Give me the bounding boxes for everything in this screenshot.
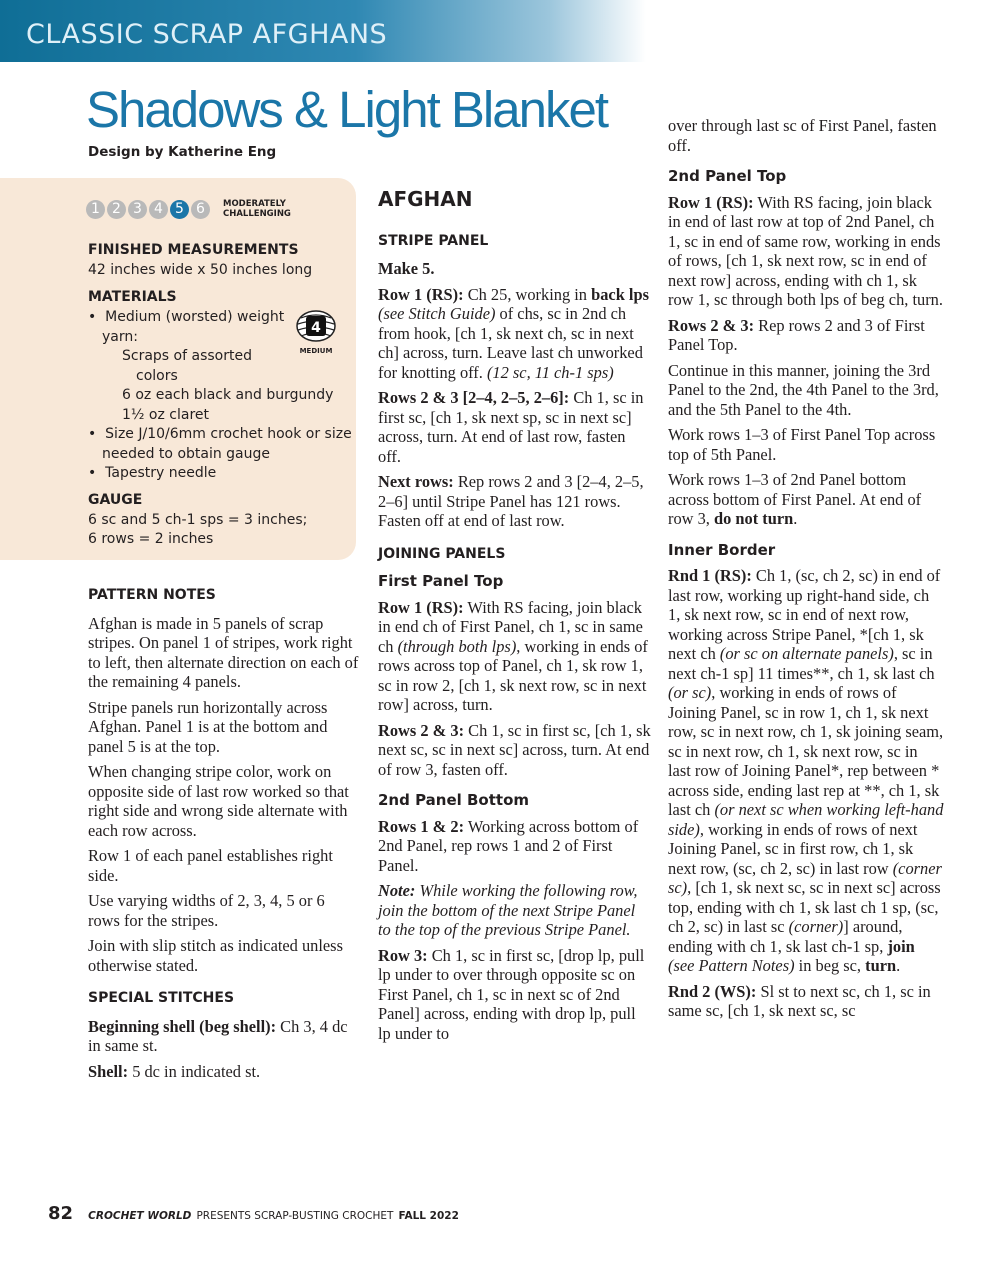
instruction-paragraph: Work rows 1–3 of First Panel Top across top of 5th Panel. (668, 425, 936, 464)
instruction-row: Rnd 2 (WS): Sl st to next sc, ch 1, sc in same sc, [ch 1, sk next sc, sc (668, 981, 931, 1020)
instruction-row: Rows 2 & 3: Ch 1, sc in first sc, [ch 1, sk next sc, sc in next sc] across, turn. At end of row 3, fasten off. (378, 720, 651, 779)
instruction-continued: over through last sc of First Panel, fasten off. (668, 116, 937, 155)
issue-date: FALL 2022 (398, 1210, 459, 1222)
skill-level-4: 4 (149, 200, 168, 219)
page-number: 82 (48, 1203, 74, 1224)
section-banner (0, 0, 646, 62)
material-line: colors (136, 367, 178, 384)
material-line: 1½ oz claret (122, 406, 210, 423)
instruction-row: Row 1 (RS): With RS facing, join black in end of last row at top of 2nd Panel, ch 1, sc in end of same row, working in ends of rows, [ch 1, sk next row, sc in end of next row] across, ending with ch 1, sk row 1, sc through both lps of beg ch, turn. (668, 192, 943, 309)
gauge-line: 6 rows = 2 inches (88, 531, 214, 547)
afghan-heading: AFGHAN (378, 187, 473, 211)
note-paragraph: Stripe panels run horizontally across Afghan. Panel 1 is at the bottom and panel 5 is at the top. (88, 697, 328, 756)
note-paragraph: Afghan is made in 5 panels of scrap stripes. On panel 1 of stripes, work right to left, then alternate direction on each of the remaining 4 panels. (88, 613, 359, 691)
designer-byline: Design by Katherine Eng (88, 144, 277, 160)
skill-label (223, 199, 291, 219)
material-line: Scraps of assorted (122, 348, 252, 364)
right-column (668, 116, 944, 1027)
skill-level-5-active: 5 (170, 200, 189, 219)
instruction-row: Next rows: Rep rows 2 and 3 [2–4, 2–5, 2–6] until Stripe Panel has 121 rows. Fasten off at end of last row. (378, 472, 644, 530)
skill-label-line-1: MODERATELY (223, 199, 286, 209)
instruction-paragraph: Continue in this manner, joining the 3rd Panel to the 2nd, the 4th Panel to the 3rd, and the 5th Panel to the 4th. (668, 360, 939, 419)
magazine-subtitle: PRESENTS SCRAP-BUSTING CROCHET (196, 1210, 394, 1222)
stitch-definition: Shell: 5 dc in indicated st. (88, 1061, 261, 1081)
first-panel-top-heading: First Panel Top (378, 572, 504, 590)
yarn-weight-label: MEDIUM (299, 347, 333, 355)
instruction-row: Rows 2 & 3 [2–4, 2–5, 2–6]: Ch 1, sc in first sc, [ch 1, sk next sp, sc in next sc] across, turn. At end of last row, fasten off. (378, 388, 644, 466)
material-line: yarn: (102, 328, 138, 345)
special-stitches-heading: SPECIAL STITCHES (88, 990, 235, 1006)
info-box (0, 178, 356, 560)
instruction-paragraph: Work rows 1–3 of 2nd Panel bottom across bottom of First Panel. At end of row 3, do not turn. (668, 470, 922, 528)
material-item: • Size J/10/6mm crochet hook or size (88, 426, 352, 442)
instruction-row: Row 1 (RS): With RS facing, join black in end ch of First Panel, ch 1, sc in same ch (through both lps), working in ends of rows across top of Panel, ch 1, sk row 1, sc in row 2, [ch 1, sk next row, sc in next row] across, turn. (378, 597, 648, 714)
gauge-line: 6 sc and 5 ch-1 sps = 3 inches; (88, 512, 308, 528)
skill-level-3: 3 (128, 200, 147, 219)
stitch-definition: Beginning shell (beg shell): Ch 3, 4 dc in same st. (88, 1016, 348, 1055)
skill-label-line-2: CHALLENGING (223, 209, 291, 219)
second-panel-bottom-heading: 2nd Panel Bottom (378, 791, 530, 809)
pattern-notes-column (88, 586, 360, 1087)
inner-border-heading: Inner Border (668, 540, 776, 559)
afghan-column (378, 187, 652, 1049)
skill-level-1: 1 (86, 200, 105, 219)
stripe-panel-heading: STRIPE PANEL (378, 232, 489, 249)
finished-heading: FINISHED MEASUREMENTS (88, 242, 299, 258)
instruction-row: Rows 1 & 2: Working across bottom of 2nd Panel, rep rows 1 and 2 of First Panel. (378, 816, 639, 875)
skill-level (86, 199, 291, 219)
note-paragraph: When changing stripe color, work on opposite side of last row worked so that right side and wrong side alternate with each row across. (88, 762, 349, 840)
note-paragraph: Row 1 of each panel establishes right side. (88, 846, 333, 885)
materials-heading: MATERIALS (88, 289, 177, 305)
material-item: • Medium (worsted) weight (88, 309, 285, 325)
section-label: CLASSIC SCRAP AFGHANS (26, 19, 388, 50)
magazine-name: CROCHET WORLD (88, 1210, 192, 1222)
page-title: Shadows & Light Blanket (86, 81, 608, 138)
pattern-notes-heading: PATTERN NOTES (88, 587, 216, 603)
finished-text: 42 inches wide x 50 inches long (88, 262, 313, 278)
instruction-row: Row 1 (RS): Ch 25, working in back lps (see Stitch Guide) of chs, sc in 2nd ch from hook, [ch 1, sk next ch, sc in next ch] across, turn. Leave last ch unworked for knotting off. (12 sc, 11 ch-1 sps) (378, 284, 649, 382)
joining-panels-heading: JOINING PANELS (378, 545, 506, 562)
material-line: needed to obtain gauge (102, 445, 271, 462)
note-paragraph: Use varying widths of 2, 3, 4, 5 or 6 rows for the stripes. (88, 891, 325, 930)
instruction-note: Note: While working the following row, join the bottom of the next Stripe Panel to the top of the previous Stripe Panel. (378, 881, 638, 939)
instruction-row: Rnd 1 (RS): Ch 1, (sc, ch 2, sc) in end of last row, working up right-hand side, ch 1, sk next row, sc in end of next row, working across Stripe Panel, *[ch 1, sk next ch (or sc on alternate panels), sc in next ch-1 sp] 11 times**, ch 1, sk last ch (or sc), working in ends of rows of Joining Panel, sc in row 1, ch 1, sk next row, sc in next row, ch 1, sk joining seam, sc in next row, ch 1, sk next row, sc in last row of Joining Panel*, rep between * across side, ending last rep at **, ch 1, sk last ch (or next sc when working left-hand side), working in ends of rows of next Joining Panel, sc in first row, ch 1, sk next row, (sc, ch 2, sc) in last row (corner sc), [ch 1, sk next sc, sc in next sc] across top, ending with ch 1, sk last ch 1 sp, (sc, ch 2, sc) in last sc (corner)] around, ending with ch 1, sk last ch-1 sp, join (see Pattern Notes) in beg sc, turn. (668, 566, 944, 975)
material-line: 6 oz each black and burgundy (122, 387, 334, 403)
note-paragraph: Join with slip stitch as indicated unless otherwise stated. (88, 936, 343, 975)
instruction-row: Rows 2 & 3: Rep rows 2 and 3 of First Panel Top. (668, 315, 925, 354)
instruction-row: Row 3: Ch 1, sc in first sc, [drop lp, pull lp under to over through opposite sc on First Panel, ch 1, sc in next sc of 2nd Panel] across, ending with drop lp, pull lp under to (378, 945, 645, 1043)
second-panel-top-heading: 2nd Panel Top (668, 167, 787, 185)
make-count: Make 5. (378, 259, 435, 278)
yarn-weight-number: 4 (311, 320, 321, 336)
skill-level-2: 2 (107, 200, 126, 219)
page-footer (48, 1203, 459, 1224)
skill-level-6: 6 (191, 200, 210, 219)
yarn-weight-icon (291, 309, 341, 362)
material-item: • Tapestry needle (88, 465, 217, 481)
gauge-heading: GAUGE (88, 492, 143, 508)
